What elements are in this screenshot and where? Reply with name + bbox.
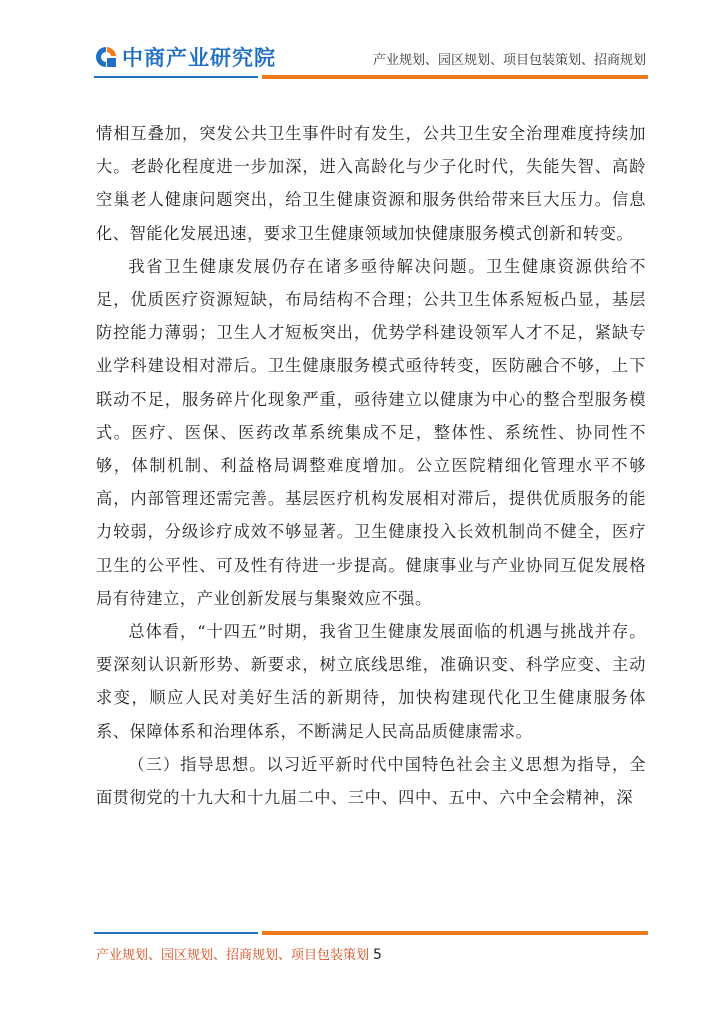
- paragraph-3: 总体看，“十四五”时期，我省卫生健康发展面临的机遇与挑战并存。要深刻认识新形势、新要求，树立底线思维，准确识变、科学应变、主动求变，顺应人民对美好生活的新期待，加快构建现代化卫生健康服务体系、保障体系和治理体系，不断满足人民高品质健康需求。: [96, 622, 646, 741]
- page-number: 5: [373, 947, 382, 963]
- footer-divider-orange: [262, 931, 648, 935]
- document-body: [96, 117, 646, 814]
- paragraph-2: 我省卫生健康发展仍存在诸多亟待解决问题。卫生健康资源供给不足，优质医疗资源短缺，布局结构不合理；公共卫生体系短板凸显，基层防控能力薄弱；卫生人才短板突出，优势学科建设领军人才不足，紧缺专业学科建设相对滞后。卫生健康服务模式亟待转变，医防融合不够，上下联动不足，服务碎片化现象严重，亟待建立以健康为中心的整合型服务模式。医疗、医保、医药改革系统集成不足，整体性、系统性、协同性不够，体制机制、利益格局调整难度增加。公立医院精细化管理水平不够高，内部管理还需完善。基层医疗机构发展相对滞后，提供优质服务的能力较弱，分级诊疗成效不够显著。卫生健康投入长效机制尚不健全，医疗卫生的公平性、可及性有待进一步提高。健康事业与产业协同互促发展格局有待建立，产业创新发展与集聚效应不强。: [96, 256, 646, 608]
- header-divider-blue: [94, 76, 258, 78]
- footer-divider-blue: [94, 932, 258, 934]
- paragraph-1: 情相互叠加，突发公共卫生事件时有发生，公共卫生安全治理难度持续加大。老龄化程度进一步加深，进入高龄化与少子化时代，失能失智、高龄空巢老人健康问题突出，给卫生健康资源和服务供给带来巨大压力。信息化、智能化发展迅速，要求卫生健康领域加快健康服务模式创新和转变。: [96, 124, 646, 243]
- page-footer: [96, 944, 382, 963]
- header-divider-orange: [262, 75, 648, 79]
- logo-text: 中商产业研究院: [122, 46, 276, 70]
- logo-mark-icon: [94, 45, 118, 69]
- paragraph-4: （三）指导思想。以习近平新时代中国特色社会主义思想为指导，全面贯彻党的十九大和十九届二中、三中、四中、五中、六中全会精神，深: [96, 754, 646, 808]
- header-tagline: 产业规划、园区规划、项目包装策划、招商规划: [372, 53, 646, 68]
- footer-text: 产业规划、园区规划、招商规划、项目包装策划: [96, 948, 370, 963]
- page-header: [0, 0, 724, 84]
- company-logo: [94, 42, 276, 72]
